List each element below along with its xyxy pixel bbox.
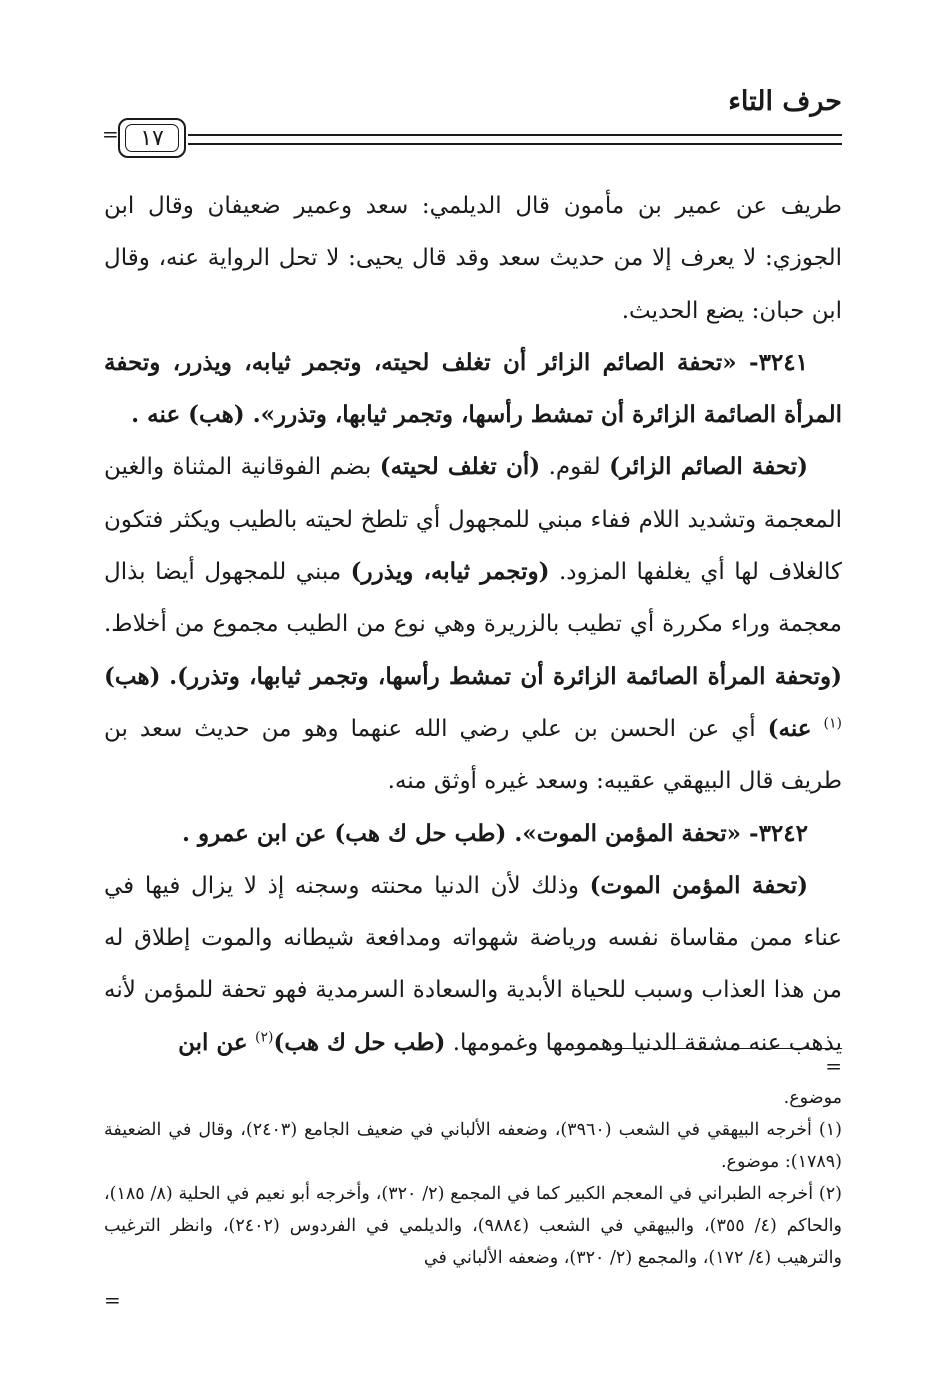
hadith-source: (طب حل ك هب) عن ابن عمرو .	[182, 819, 507, 847]
entry-number: ٣٢٤١-	[749, 348, 808, 376]
hadith-text: «تحفة المؤمن الموت».	[514, 819, 742, 847]
page-number-frame	[118, 118, 186, 158]
hadith-text: «تحفة الصائم الزائر أن تغلف لحيته، وتجمر ثيابه، ويذرر، وتحفة المرأة الصائمة الزائرة أن تمشط رأسها، وتجمر ثيابها، وتذرر».	[104, 348, 842, 429]
commentary-3242: (تحفة المؤمن الموت) وذلك لأن الدنيا محنته وسجنه إذ لا يزال فيها في عناء ممن مقاساة نفسه ورياضة شهواته ومدافعة شيطانه والموت إطلاق له من هذا العذاب وسبب للحياة الأبدية والسعادة السرمدية فهو تحفة للمؤمن لأنه يذهب عنه مشقة الدنيا وهمومها وغمومها. (طب حل ك هب)$^{(٢)}$ عن ابن	[104, 871, 842, 1056]
header-ornament: =	[102, 122, 119, 146]
header-rule-top	[188, 134, 842, 136]
footnote-1: (١) أخرجه البيهقي في الشعب (٣٩٦٠)، وضعفه الألباني في ضعيف الجامع (٢٤٠٣)، وقال في الضعيفة (١٧٨٩): موضوع.	[104, 1120, 842, 1172]
commentary-3241: (تحفة الصائم الزائر) لقوم. (أن تغلف لحيته) بضم الفوقانية المثناة والغين المعجمة وتشديد اللام ففاء مبني للمجهول أي تلطخ لحيته بالطيب ويكثر فتكون كالغلاف لها أي يغلفها المزود. (وتجمر ثيابه، ويذرر) مبني للمجهول أيضا بذال معجمة وراء مكررة أي تطيب بالزريرة وهي نوع من الطيب مجموع من أخلاط. (وتحفة المرأة الصائمة الزائرة أن تمشط رأسها، وتجمر ثيابها، وتذرر). (هب)$^{(١)}$ عنه) أي عن الحسن بن علي رضي الله عنهما وهو من حديث سعد بن طريف قال البيهقي عقيبه: وسعد غيره أوثق منه.	[104, 453, 843, 795]
footnote-ref-2[interactable]: (٢)	[254, 1029, 274, 1046]
paragraph-continuation: طريف عن عمير بن مأمون قال الديلمي: سعد وعمير ضعيفان وقال ابن الجوزي: لا يعرف إلا من حديث سعد وقد قال يحيى: لا تحل الرواية عنه، وقال ابن حبان: يضع الحديث.	[104, 193, 842, 324]
entry-number: ٣٢٤٢-	[749, 819, 808, 847]
hadith-entry-3241	[104, 337, 842, 442]
page-number: ١٧	[125, 124, 179, 152]
footnote-separator	[572, 1048, 842, 1049]
header-rule-bottom	[188, 143, 842, 145]
main-text	[104, 180, 842, 1069]
footnotes	[104, 1082, 842, 1274]
footnote-2: (٢) أخرجه الطبراني في المعجم الكبير كما في المجمع (٢/ ٣٢٠)، وأخرجه أبو نعيم في الحلية (٨/ ١٨٥)، والحاكم (٤/ ٣٥٥)، والبيهقي في الشعب (٩٨٨٤)، والديلمي في الفردوس (٢٤٠٢)، وانظر الترغيب والترهيب (٤/ ١٧٢)، والمجمع (٢/ ٣٢٠)، وضعفه الألباني في	[104, 1184, 842, 1268]
hadith-source: (هب) عنه .	[131, 401, 245, 429]
running-head: حرف التاء	[728, 86, 842, 117]
footnote-continuation: موضوع.	[783, 1088, 842, 1108]
hadith-entry-3242	[104, 808, 842, 860]
footnote-continuation-mark: =	[825, 1054, 842, 1078]
footnote-end-mark: =	[104, 1288, 121, 1312]
footnote-ref-1[interactable]: (١)	[823, 715, 843, 732]
